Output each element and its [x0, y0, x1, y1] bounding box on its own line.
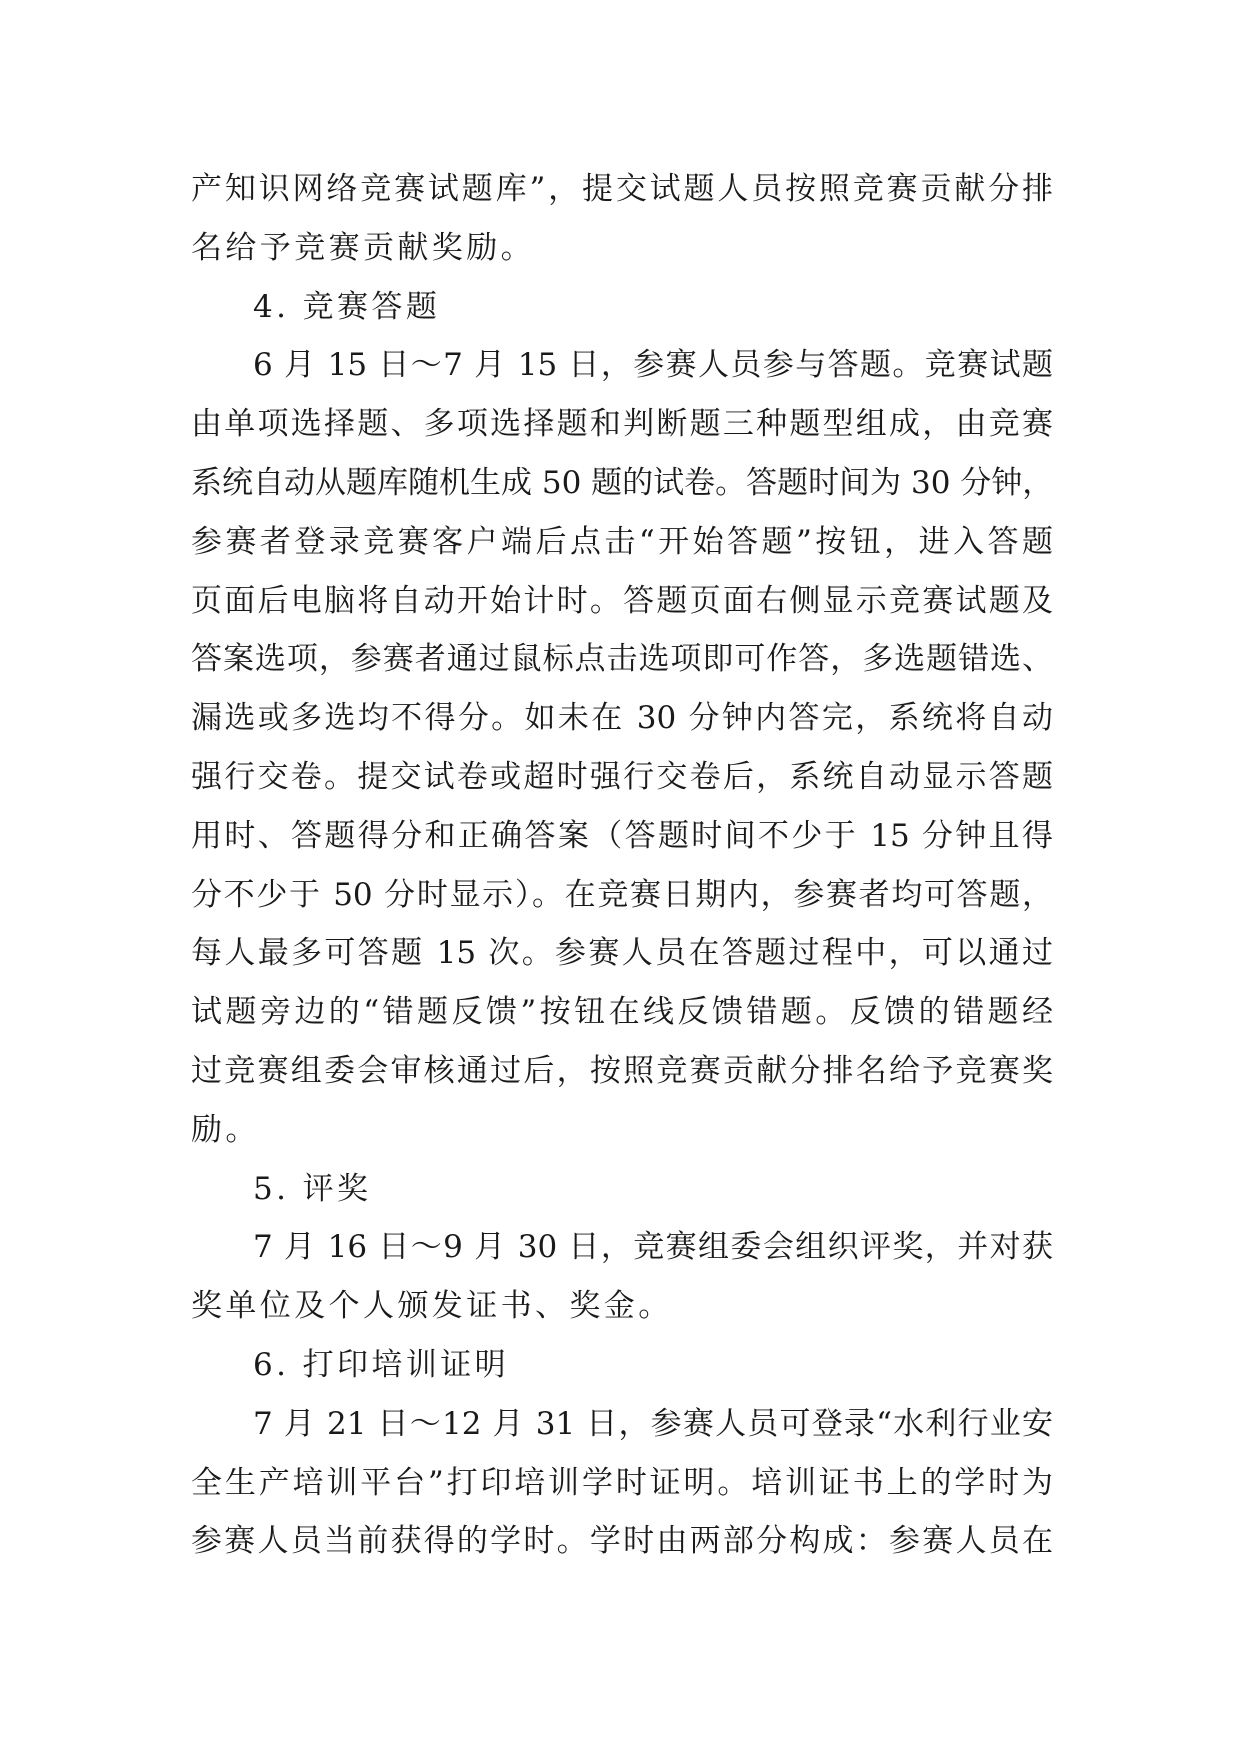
- text-line: 名给予竞赛贡献奖励。: [191, 229, 535, 266]
- text-line: 参赛人员当前获得的学时。学时由两部分构成：参赛人员在: [191, 1523, 1053, 1560]
- text-line: 过竞赛组委会审核通过后，按照竞赛贡献分排名给予竞赛奖: [191, 1052, 1053, 1089]
- text-line: 4. 竞赛答题: [253, 288, 441, 325]
- document-body: [191, 160, 1053, 1571]
- text-line: 励。: [191, 1111, 260, 1148]
- text-line: 全生产培训平台”打印培训学时证明。培训证书上的学时为: [191, 1464, 1053, 1501]
- text-line: 每人最多可答题 15 次。参赛人员在答题过程中，可以通过: [191, 935, 1053, 972]
- text-line: 页面后电脑将自动开始计时。答题页面右侧显示竞赛试题及: [191, 582, 1053, 619]
- text-line: 7 月 16 日～9 月 30 日，竞赛组委会组织评奖，并对获: [253, 1229, 1053, 1266]
- text-line: 答案选项，参赛者通过鼠标点击选项即可作答，多选题错选、: [191, 641, 1053, 678]
- text-line: 产知识网络竞赛试题库”，提交试题人员按照竞赛贡献分排: [191, 171, 1053, 207]
- text-line: 7 月 21 日～12 月 31 日，参赛人员可登录“水利行业安: [253, 1405, 1053, 1442]
- text-line: 奖单位及个人颁发证书、奖金。: [191, 1288, 673, 1325]
- text-line: 漏选或多选均不得分。如未在 30 分钟内答完，系统将自动: [191, 700, 1053, 737]
- text-line: 用时、答题得分和正确答案（答题时间不少于 15 分钟且得: [191, 817, 1053, 854]
- text-line: 6 月 15 日～7 月 15 日，参赛人员参与答题。竞赛试题: [253, 347, 1053, 384]
- text-line: 参赛者登录竞赛客户端后点击“开始答题”按钮，进入答题: [191, 523, 1053, 560]
- text-line: 分不少于 50 分时显示）。在竞赛日期内，参赛者均可答题，: [191, 876, 1053, 913]
- text-line: 6. 打印培训证明: [253, 1346, 510, 1383]
- text-line: 强行交卷。提交试卷或超时强行交卷后，系统自动显示答题: [191, 758, 1053, 795]
- text-line: 由单项选择题、多项选择题和判断题三种题型组成，由竞赛: [191, 406, 1053, 443]
- text-line: 5. 评奖: [253, 1170, 372, 1207]
- text-line: 试题旁边的“错题反馈”按钮在线反馈错题。反馈的错题经: [191, 994, 1053, 1031]
- text-line: 系统自动从题库随机生成 50 题的试卷。答题时间为 30 分钟，: [191, 464, 1054, 501]
